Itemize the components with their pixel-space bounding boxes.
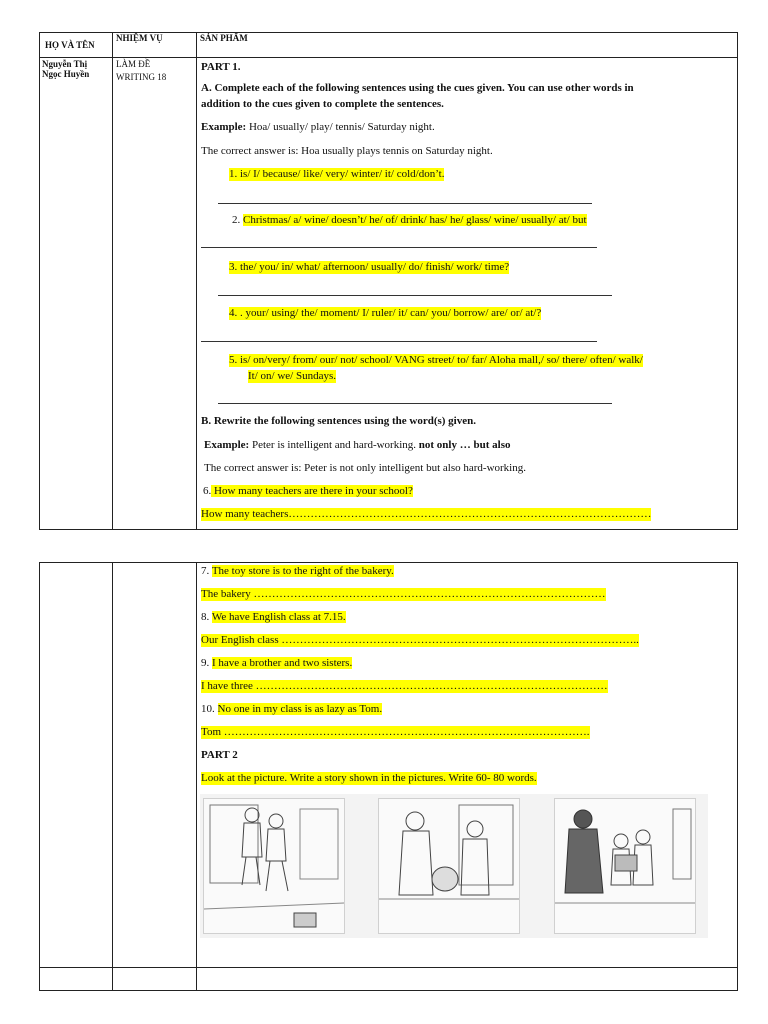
answer-6[interactable]: How many teachers………………………………………………………………………………………	[201, 508, 652, 520]
answer-line-4[interactable]	[201, 341, 597, 342]
question-3: 3. the/ you/ in/ what/ afternoon/ usually/ do/ finish/ work/ time?	[229, 261, 510, 273]
part2-instruction: Look at the picture. Write a story shown in the pictures. Write 60- 80 words.	[201, 772, 537, 784]
partB-title: B. Rewrite the following sentences using the word(s) given.	[201, 415, 476, 427]
task-line1: LÀM ĐỀ	[116, 59, 151, 69]
answer-10[interactable]: Tom ……………………………………………………………………………………….	[201, 726, 590, 738]
header-name: HỌ VÀ TÊN	[45, 40, 95, 50]
story-picture-strip	[200, 794, 708, 938]
partA-instruction-line1: A. Complete each of the following sentences using the cues given. You can use other words in	[201, 82, 634, 94]
question-4: 4. . your/ using/ the/ moment/ I/ ruler/ it/ can/ you/ borrow/ are/ or/ at/?	[229, 307, 542, 319]
question-5-line2: It/ on/ we/ Sundays.	[248, 370, 336, 382]
question-9: 9. I have a brother and two sisters.	[201, 657, 353, 669]
question-2: 2. Christmas/ a/ wine/ doesn’t/ he/ of/ drink/ has/ he/ glass/ wine/ usually/ at/ but	[232, 214, 587, 226]
student-name-line2: Ngọc Huyền	[42, 69, 90, 79]
answer-line-1[interactable]	[218, 203, 592, 204]
correct-answer-a: The correct answer is: Hoa usually plays tennis on Saturday night.	[201, 145, 493, 157]
partA-instruction-line2: addition to the cues given to complete the sentences.	[201, 98, 444, 110]
example-b: Example: Peter is intelligent and hard-working. not only … but also	[204, 439, 511, 451]
answer-line-5[interactable]	[218, 403, 612, 404]
part1-title: PART 1.	[201, 61, 241, 73]
picture-panel-2	[378, 798, 520, 934]
correct-answer-b: The correct answer is: Peter is not only intelligent but also hard-working.	[204, 462, 526, 474]
answer-8[interactable]: Our English class ……………………………………………………………………………………..	[201, 634, 639, 646]
answer-9[interactable]: I have three ……………………………………………………………………………………	[201, 680, 608, 692]
header-product: SẢN PHẨM	[200, 33, 248, 43]
question-8: 8. We have English class at 7.15.	[201, 611, 346, 623]
question-10: 10. No one in my class is as lazy as Tom.	[201, 703, 383, 715]
answer-line-2[interactable]	[201, 247, 597, 248]
answer-line-3[interactable]	[218, 295, 612, 296]
answer-7[interactable]: The bakery ……………………………………………………………………………………	[201, 588, 606, 600]
two-kids-walking-icon	[204, 799, 344, 933]
boy-handing-bag-icon	[379, 799, 519, 933]
question-7: 7. The toy store is to the right of the bakery.	[201, 565, 394, 577]
picture-panel-1	[203, 798, 345, 934]
woman-thanking-kids-icon	[555, 799, 695, 933]
part2-title: PART 2	[201, 749, 238, 761]
question-5-line1: 5. is/ on/very/ from/ our/ not/ school/ VANG street/ to/ far/ Aloha mall,/ so/ there/ often/ walk/	[229, 354, 643, 366]
task-line2: WRITING 18	[116, 72, 167, 82]
example-a: Example: Hoa/ usually/ play/ tennis/ Saturday night.	[201, 121, 435, 133]
student-name-line1: Nguyễn Thị	[42, 59, 88, 69]
header-task: NHIỆM VỤ	[116, 33, 163, 43]
question-1: 1. is/ I/ because/ like/ very/ winter/ it/ cold/don’t.	[229, 168, 445, 180]
picture-panel-3	[554, 798, 696, 934]
question-6: 6. How many teachers are there in your school?	[203, 485, 413, 497]
